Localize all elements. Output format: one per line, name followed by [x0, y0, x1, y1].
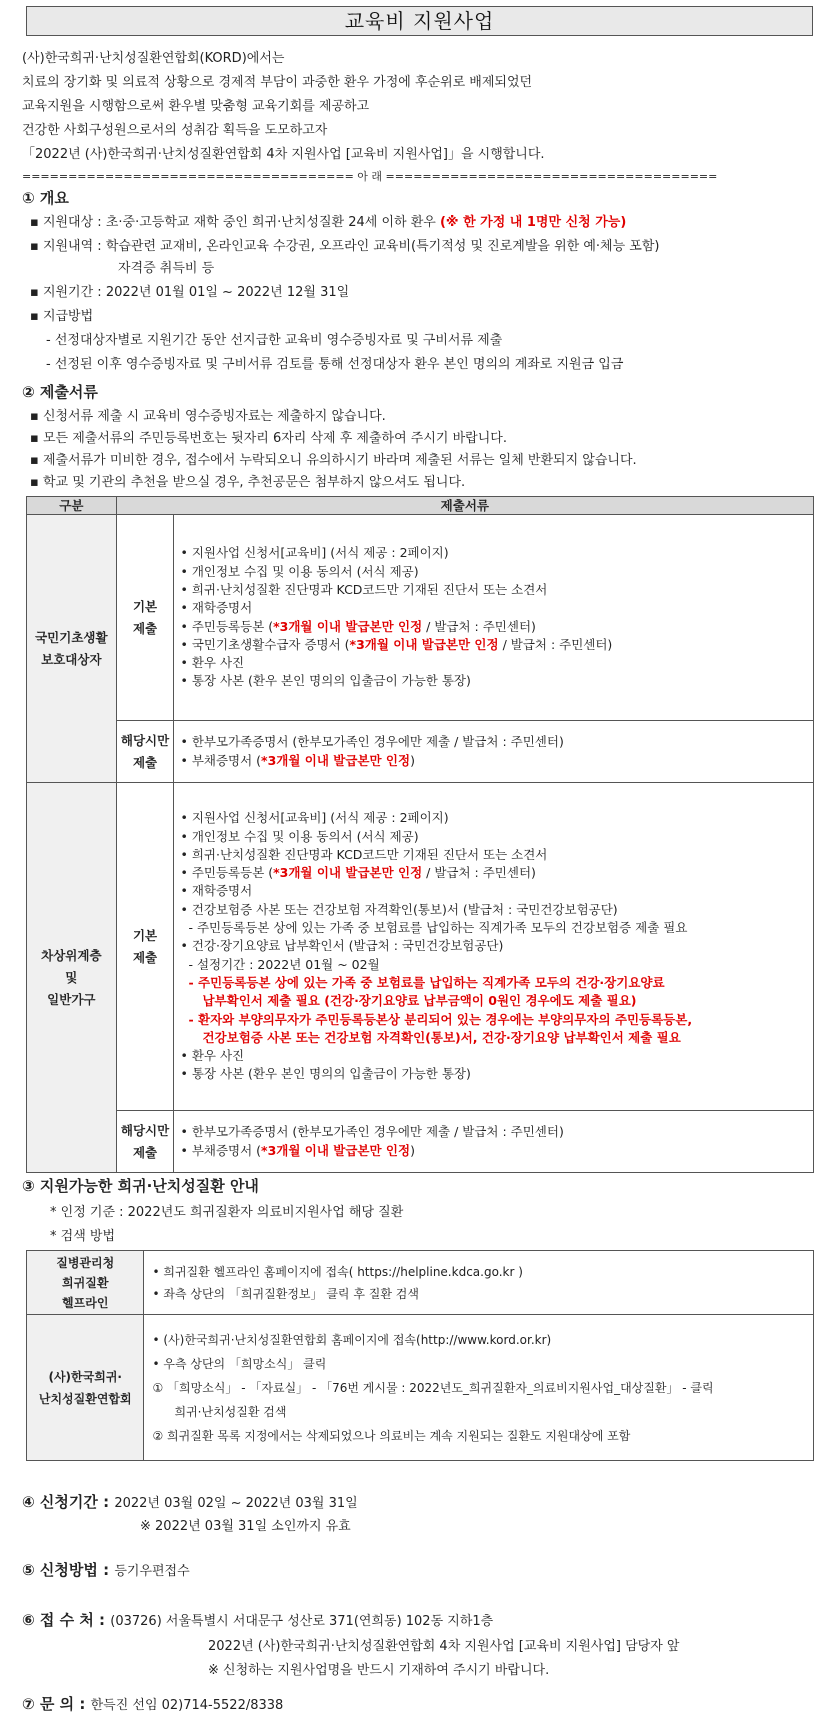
support-content: ▪ 지원내역 : 학습관련 교재비, 온라인교육 수강권, 오프라인 교육비(특기적성 및 진로계발을 위한 예·체능 포함): [30, 239, 660, 254]
doc-item: • 부채증명서 (*3개월 이내 발급본만 인정): [180, 752, 415, 768]
target-note: (※ 한 가정 내 1명만 신청 가능): [439, 215, 627, 230]
doc-item: • 한부모가족증명서 (한부모가족인 경우에만 제출 / 발급처 : 주민센터): [180, 734, 564, 750]
doc-item: • 국민기초생활수급자 증명서 (*3개월 이내 발급본만 인정 / 발급처 : 주민센터): [180, 636, 613, 652]
doc-warning: 건강보험증 사본 또는 건강보험 자격확인(통보)서, 건강·장기요양 납부확인서 제출 필요: [202, 1029, 681, 1045]
doc-subitem: - 설정기간 : 2022년 01월 ~ 02월: [188, 956, 380, 972]
doc-subitem: - 주민등록등본 상에 있는 가족 중 보험료를 납입하는 직계가족 모두의 건강보험증 제출 필요: [188, 920, 688, 936]
intro-line: 치료의 장기화 및 의료적 상황으로 경제적 부담이 과중한 환우 가정에 후순위로 배제되었던: [22, 75, 533, 90]
kdca-helpline-label: 질병관리청 희귀질환 헬프라인: [27, 1251, 144, 1315]
group-near-poverty-general: 차상위계층 및 일반가구: [27, 783, 117, 1173]
intro-line: (사)한국희귀·난치성질환연합회(KORD)에서는: [22, 51, 285, 66]
doc-note: ▪ 학교 및 기관의 추천을 받으실 경우, 추천공문은 첨부하지 않으셔도 됩니다.: [30, 475, 466, 490]
step-item: • (사)한국희귀·난치성질환연합회 홈페이지에 접속(http://www.kord.or.kr): [152, 1332, 552, 1347]
contact-info: ⑦ 문 의 : 한득진 선임 02)714-5522/8338: [22, 1695, 284, 1713]
basic-submit-label: 기본 제출: [116, 515, 174, 721]
support-content-cont: 자격증 취득비 등: [118, 261, 215, 276]
documents-table: [26, 496, 814, 1173]
doc-item: • 재학증명서: [180, 600, 253, 616]
doc-warning: - 환자와 부양의무자가 주민등록등본상 분리되어 있는 경우에는 부양의무자의 주민등록등본,: [188, 1011, 693, 1027]
doc-item: • 건강·장기요양료 납부확인서 (발급처 : 국민건강보험공단): [180, 938, 504, 954]
payment-method-item: - 선정된 이후 영수증빙자료 및 구비서류 검토를 통해 선정대상자 환우 본인 명의의 계좌로 지원금 입금: [46, 357, 624, 372]
g2-conditional-docs: [174, 1111, 814, 1173]
doc-item: • 주민등록등본 (*3개월 이내 발급본만 인정 / 발급처 : 주민센터): [180, 618, 536, 634]
search-method-table: [26, 1250, 814, 1461]
doc-item: • 한부모가족증명서 (한부모가족인 경우에만 제출 / 발급처 : 주민센터): [180, 1124, 564, 1140]
conditional-submit-label: 해당시만 제출: [116, 1111, 174, 1173]
doc-item: • 건강보험증 사본 또는 건강보험 자격확인(통보)서 (발급처 : 국민건강보험공단): [180, 901, 618, 917]
payment-method-item: - 선정대상자별로 지원기간 동안 선지급한 교육비 영수증빙자료 및 구비서류 제출: [46, 333, 503, 348]
doc-item: • 환우 사진: [180, 655, 245, 671]
doc-item: • 개인정보 수집 및 이용 동의서 (서식 제공): [180, 563, 419, 579]
doc-item: • 개인정보 수집 및 이용 동의서 (서식 제공): [180, 828, 419, 844]
kord-steps: [144, 1315, 814, 1461]
criteria-note: * 인정 기준 : 2022년도 희귀질환자 의료비지원사업 해당 질환: [50, 1205, 404, 1220]
section-documents-title: ② 제출서류: [22, 383, 98, 401]
divider: ==================================== 아 래 ====================================: [22, 170, 718, 183]
step-item: ① 「희망소식」 - 「자료실」 - 「76번 게시물 : 2022년도_희귀질환자_의료비지원사업_대상질환」 - 클릭: [152, 1380, 714, 1395]
doc-item: • 환우 사진: [180, 1048, 245, 1064]
application-period-note: ※ 2022년 03월 31일 소인까지 유효: [140, 1519, 351, 1534]
doc-warning: 납부확인서 제출 필요 (건강·장기요양료 납부금액이 0원인 경우에도 제출 필요): [202, 993, 637, 1009]
doc-item: • 통장 사본 (환우 본인 명의의 입출금이 가능한 통장): [180, 1066, 471, 1082]
intro-line: 「2022년 (사)한국희귀·난치성질환연합회 4차 지원사업 [교육비 지원사업]」을 시행합니다.: [22, 147, 545, 162]
search-note: * 검색 방법: [50, 1229, 115, 1244]
step-item: • 희귀질환 헬프라인 홈페이지에 접속( https://helpline.kdca.go.kr ): [152, 1264, 523, 1279]
step-item: • 우측 상단의 「희망소식」 클릭: [152, 1356, 327, 1371]
application-period: ④ 신청기간 : 2022년 03월 02일 ~ 2022년 03월 31일: [22, 1493, 358, 1511]
doc-item: • 희귀·난치성질환 진단명과 KCD코드만 기재된 진단서 또는 소견서: [180, 581, 548, 597]
doc-item: • 재학증명서: [180, 883, 253, 899]
section-overview-title: ① 개요: [22, 189, 69, 207]
support-target: ▪ 지원대상 : 초·중·고등학교 재학 중인 희귀·난치성질환 24세 이하 환우 (※ 한 가정 내 1명만 신청 가능): [30, 215, 627, 230]
header-gubun: 구분: [27, 497, 117, 515]
doc-item: • 부채증명서 (*3개월 이내 발급본만 인정): [180, 1142, 415, 1158]
doc-item: • 지원사업 신청서[교육비] (서식 제공 : 2페이지): [180, 545, 449, 561]
doc-item: • 주민등록등본 (*3개월 이내 발급본만 인정 / 발급처 : 주민센터): [180, 865, 536, 881]
support-period: ▪ 지원기간 : 2022년 01월 01일 ~ 2022년 12월 31일: [30, 285, 350, 300]
reception-recipient: 2022년 (사)한국희귀·난치성질환연합회 4차 지원사업 [교육비 지원사업] 담당자 앞: [208, 1639, 680, 1654]
g1-conditional-docs: [174, 721, 814, 783]
step-item: 희귀·난치성질환 검색: [174, 1404, 287, 1419]
step-item: ② 희귀질환 목록 지정에서는 삭제되었으나 의료비는 계속 지원되는 질환도 지원대상에 포함: [152, 1428, 631, 1443]
group-basic-livelihood: 국민기초생활 보호대상자: [27, 515, 117, 783]
doc-note: ▪ 모든 제출서류의 주민등록번호는 뒷자리 6자리 삭제 후 제출하여 주시기 바랍니다.: [30, 431, 507, 446]
page-title: 교육비 지원사업: [26, 6, 813, 36]
header-docs: 제출서류: [116, 497, 813, 515]
g2-basic-docs: [174, 783, 814, 1111]
reception-address: ⑥ 접 수 처 : (03726) 서울특별시 서대문구 성산로 371(연희동) 102동 지하1층: [22, 1611, 494, 1629]
application-method: ⑤ 신청방법 : 등기우편접수: [22, 1561, 190, 1579]
intro-line: 교육지원을 시행함으로써 환우별 맞춤형 교육기회를 제공하고: [22, 99, 370, 114]
conditional-submit-label: 해당시만 제출: [116, 721, 174, 783]
kdca-helpline-steps: [144, 1251, 814, 1315]
basic-submit-label: 기본 제출: [116, 783, 174, 1111]
kord-label: (사)한국희귀· 난치성질환연합회: [27, 1315, 144, 1461]
doc-note: ▪ 제출서류가 미비한 경우, 접수에서 누락되오니 유의하시기 바라며 제출된 서류는 일체 반환되지 않습니다.: [30, 453, 637, 468]
doc-warning: - 주민등록등본 상에 있는 가족 중 보험료를 납입하는 직계가족 모두의 건강·장기요양료: [188, 974, 665, 990]
doc-note: ▪ 신청서류 제출 시 교육비 영수증빙자료는 제출하지 않습니다.: [30, 409, 386, 424]
doc-item: • 지원사업 신청서[교육비] (서식 제공 : 2페이지): [180, 810, 449, 826]
reception-note: ※ 신청하는 지원사업명을 반드시 기재하여 주시기 바랍니다.: [208, 1663, 550, 1678]
payment-method: ▪ 지급방법: [30, 309, 94, 324]
intro-line: 건강한 사회구성원으로서의 성취감 획득을 도모하고자: [22, 123, 328, 138]
doc-item: • 통장 사본 (환우 본인 명의의 입출금이 가능한 통장): [180, 673, 471, 689]
step-item: • 좌측 상단의 「희귀질환정보」 클릭 후 질환 검색: [152, 1286, 419, 1301]
g1-basic-docs: [174, 515, 814, 721]
doc-item: • 희귀·난치성질환 진단명과 KCD코드만 기재된 진단서 또는 소견서: [180, 846, 548, 862]
section-diseases-title: ③ 지원가능한 희귀·난치성질환 안내: [22, 1177, 259, 1195]
